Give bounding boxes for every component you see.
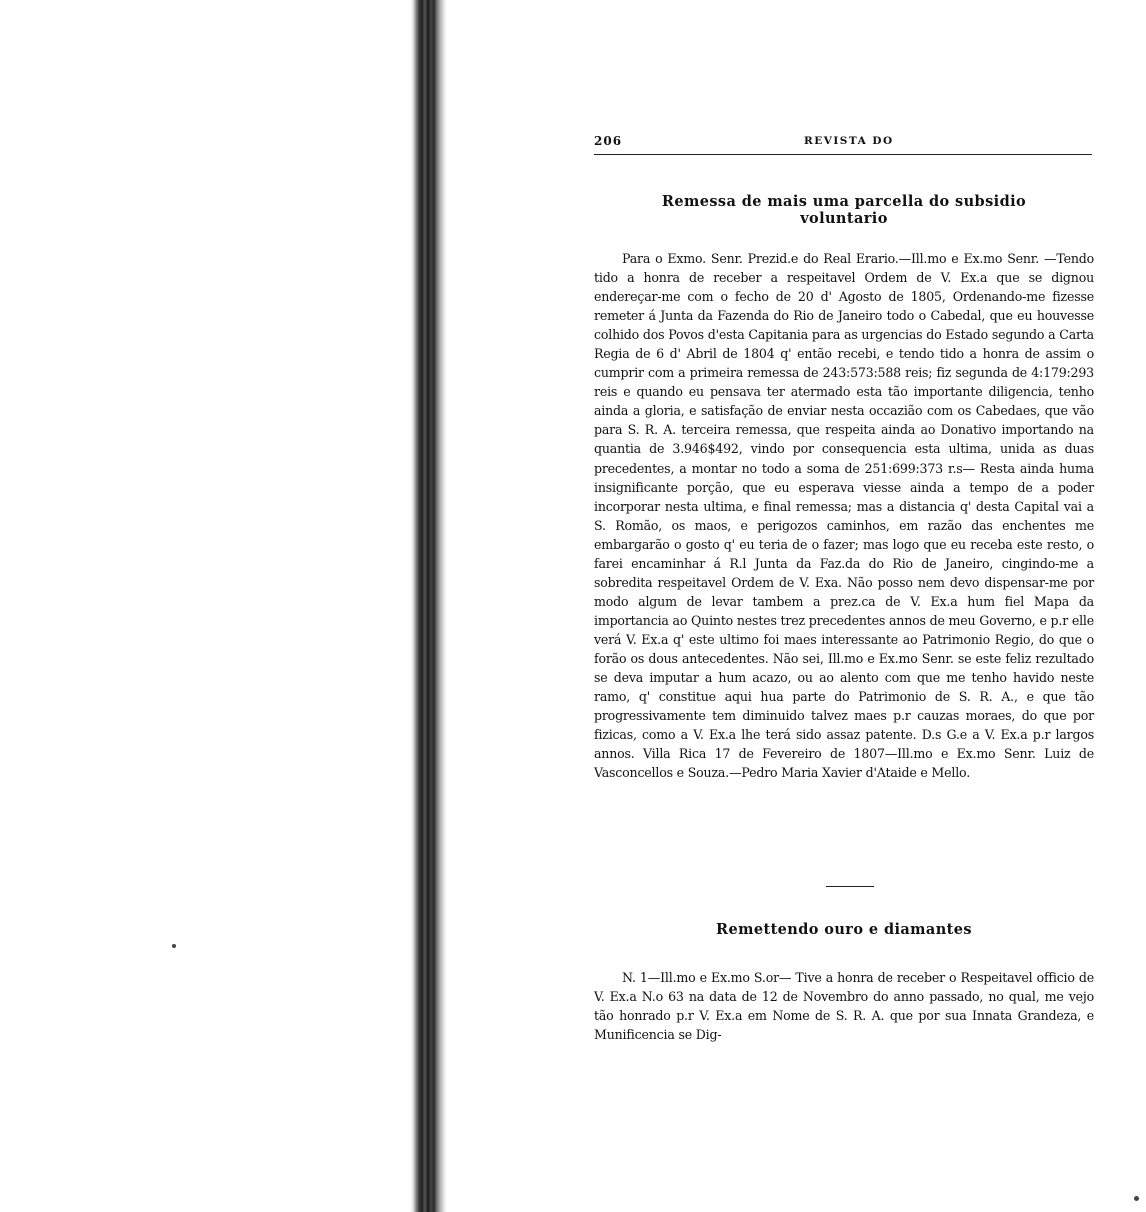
section-remettendo	[594, 921, 1094, 1044]
section-heading: Remettendo ouro e diamantes	[716, 921, 972, 938]
section-divider	[826, 886, 874, 887]
running-head	[594, 134, 1092, 155]
section-body: N. 1—Ill.mo e Ex.mo S.or— Tive a honra de receber o Respeitavel officio de V. Ex.a N.o 63 na data de 12 de Novembro do anno passado, no qual, me vejo tão honrado p.r V. Ex.a em Nome de S. R. A. que por sua Innata Grandeza, e Munificencia se Dig-	[594, 970, 1094, 1043]
right-page	[446, 0, 1146, 1212]
section-heading: Remessa de mais uma parcella do subsidio voluntario	[661, 193, 1027, 227]
scan-speck	[172, 944, 176, 948]
section-remessa	[594, 193, 1094, 782]
book-gutter	[410, 0, 446, 1212]
section-body: Para o Exmo. Senr. Prezid.e do Real Erario.—Ill.mo e Ex.mo Senr. —Tendo tido a honra de receber a respeitavel Ordem de V. Ex.a que se dignou endereçar-me com o fecho de 20 d' Agosto de 1805, Ordenando-me fizesse remeter á Junta da Fazenda do Rio de Janeiro todo o Cabedal, que eu houvesse colhido dos Povos d'esta Capitania para as urgencias do Estado segundo a Carta Regia de 6 d' Abril de 1804 q' então recebi, e tendo tido a honra de assim o cumprir com a primeira remessa de 243:573:588 reis; fiz segunda de 4:179:293 reis e quando eu pensava ter atermado esta tão importante diligencia, tenho ainda a gloria, e satisfação de enviar nesta occazião com os Cabedaes, que vão para S. R. A. terceira remessa, que respeita ainda ao Donativo importando na quantia de 3.946$492, vindo por consequencia esta ultima, unida as duas precedentes, a montar no todo a soma de 251:699:373 r.s— Resta ainda huma insignificante porção, que eu esperava viesse ainda a tempo de a poder incorporar nesta ultima, e final remessa; mas a distancia q' desta Capital vai a S. Romão, os maos, e perigozos caminhos, em razão das enchentes me embargarão o gosto q' eu teria de o fazer; mas logo que eu receba este resto, o farei encaminhar á R.l Junta da Faz.da do Rio de Janeiro, cingindo-me a sobredita respeitavel Ordem de V. Exa. Não posso nem devo dispensar-me por modo algum de levar tambem a prez.ca de V. Ex.a hum fiel Mapa da importancia ao Quinto nestes trez precedentes annos de meu Governo, e p.r elle verá V. Ex.a q' este ultimo foi maes interessante ao Patrimonio Regio, do que o forão os dous antecedentes. Não sei, Ill.mo e Ex.mo Senr. se este feliz rezultado se deva imputar a hum acazo, ou ao alento com que me tenho havido neste ramo, q' constitue aqui hua parte do Patrimonio de S. R. A., e que tão progressivamente tem diminuido talvez maes p.r cauzas moraes, do que por fizicas, como a V. Ex.a lhe terá sido assaz patente. D.s G.e a V. Ex.a p.r largos annos. Villa Rica 17 de Fevereiro de 1807—Ill.mo e Ex.mo Senr. Luiz de Vasconcellos e Souza.—Pedro Maria Xavier d'Ataide e Mello.	[594, 251, 1094, 781]
page-number: 206	[594, 134, 623, 148]
journal-title: REVISTA DO	[804, 135, 894, 147]
scan-speck	[1134, 1196, 1139, 1201]
left-blank-page	[0, 0, 410, 1212]
